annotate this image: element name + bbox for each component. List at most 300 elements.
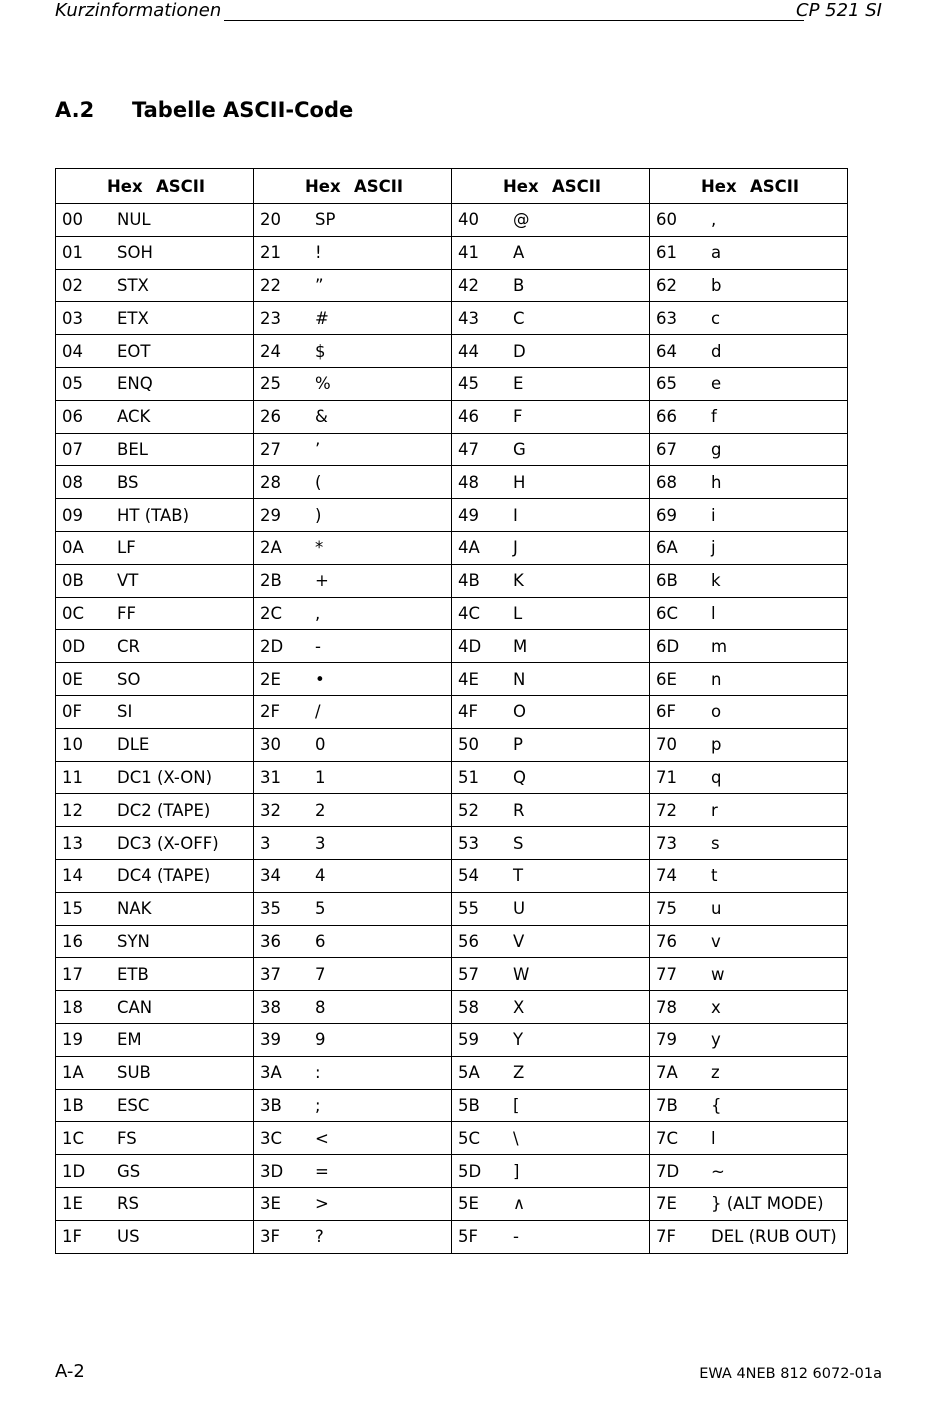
table-row	[56, 400, 848, 433]
ascii-character: DEL (RUB OUT)	[711, 1227, 837, 1247]
column-header-hex: Hex	[503, 176, 539, 196]
hex-code: 37	[260, 964, 281, 984]
table-cell	[650, 1187, 848, 1220]
table-cell	[56, 499, 254, 532]
table-cell	[56, 1023, 254, 1056]
hex-code: 70	[656, 735, 677, 755]
ascii-character: l	[711, 603, 716, 623]
ascii-character: >	[315, 1194, 329, 1214]
table-cell	[254, 1155, 452, 1188]
table-row	[56, 335, 848, 368]
ascii-character: c	[711, 308, 721, 328]
table-cell	[56, 728, 254, 761]
table-cell	[254, 794, 452, 827]
ascii-character: FS	[117, 1128, 137, 1148]
hex-code: 31	[260, 767, 281, 787]
hex-code: 11	[62, 767, 83, 787]
hex-code: 0E	[62, 669, 83, 689]
hex-code: 39	[260, 1030, 281, 1050]
table-cell	[650, 1023, 848, 1056]
hex-code: 38	[260, 997, 281, 1017]
ascii-character: \	[513, 1128, 519, 1148]
ascii-character: e	[711, 374, 722, 394]
table-row	[56, 466, 848, 499]
column-header	[254, 169, 452, 204]
table-cell	[56, 859, 254, 892]
ascii-character: SOH	[117, 243, 153, 263]
table-cell	[650, 794, 848, 827]
hex-code: 41	[458, 243, 479, 263]
table-cell	[452, 728, 650, 761]
ascii-character: W	[513, 964, 530, 984]
hex-code: 27	[260, 439, 281, 459]
ascii-character: F	[513, 407, 523, 427]
column-header-ascii: ASCII	[552, 176, 602, 196]
ascii-character: j	[711, 538, 716, 558]
table-cell	[650, 1122, 848, 1155]
hex-code: 40	[458, 210, 479, 230]
table-cell	[452, 531, 650, 564]
ascii-character: O	[513, 702, 526, 722]
table-cell	[56, 925, 254, 958]
ascii-character: ’	[315, 439, 321, 459]
hex-code: 43	[458, 308, 479, 328]
table-row	[56, 630, 848, 663]
hex-code: 58	[458, 997, 479, 1017]
table-cell	[650, 204, 848, 237]
table-row	[56, 827, 848, 860]
table-cell	[254, 1220, 452, 1253]
ascii-character: NUL	[117, 210, 151, 230]
ascii-character: SYN	[117, 931, 150, 951]
table-row	[56, 236, 848, 269]
hex-code: 4D	[458, 636, 482, 656]
ascii-character: B	[513, 275, 525, 295]
hex-code: 6D	[656, 636, 680, 656]
table-row	[56, 1155, 848, 1188]
table-cell	[452, 925, 650, 958]
hex-code: 64	[656, 341, 677, 361]
column-header-hex: Hex	[305, 176, 341, 196]
hex-code: 7D	[656, 1161, 680, 1181]
table-cell	[56, 335, 254, 368]
hex-code: 77	[656, 964, 677, 984]
ascii-character: p	[711, 735, 722, 755]
ascii-character: EM	[117, 1030, 142, 1050]
hex-code: 2F	[260, 702, 280, 722]
ascii-character: ~	[711, 1161, 725, 1181]
table-cell	[254, 367, 452, 400]
ascii-character: d	[711, 341, 722, 361]
hex-code: 42	[458, 275, 479, 295]
table-cell	[650, 400, 848, 433]
hex-code: 59	[458, 1030, 479, 1050]
column-header-ascii: ASCII	[156, 176, 206, 196]
ascii-character: 9	[315, 1030, 326, 1050]
table-cell	[452, 991, 650, 1024]
hex-code: 1B	[62, 1095, 84, 1115]
table-row	[56, 564, 848, 597]
hex-code: 32	[260, 800, 281, 820]
hex-code: 7F	[656, 1227, 676, 1247]
table-row	[56, 794, 848, 827]
ascii-character: U	[513, 899, 526, 919]
table-row	[56, 1187, 848, 1220]
ascii-character: z	[711, 1063, 720, 1083]
hex-code: 4E	[458, 669, 479, 689]
ascii-character: DC1 (X-ON)	[117, 767, 213, 787]
table-cell	[56, 531, 254, 564]
table-cell	[56, 1122, 254, 1155]
table-cell	[650, 695, 848, 728]
hex-code: 47	[458, 439, 479, 459]
ascii-character: DC4 (TAPE)	[117, 866, 211, 886]
column-header	[650, 169, 848, 204]
ascii-character: ∧	[513, 1194, 526, 1214]
table-cell	[254, 630, 452, 663]
hex-code: 75	[656, 899, 677, 919]
table-cell	[254, 433, 452, 466]
hex-code: 0A	[62, 538, 84, 558]
table-cell	[452, 597, 650, 630]
hex-code: 66	[656, 407, 677, 427]
table-cell	[56, 794, 254, 827]
ascii-character: D	[513, 341, 526, 361]
ascii-character: u	[711, 899, 722, 919]
ascii-character: STX	[117, 275, 149, 295]
table-row	[56, 761, 848, 794]
hex-code: 17	[62, 964, 83, 984]
hex-code: 10	[62, 735, 83, 755]
hex-code: 1D	[62, 1161, 86, 1181]
ascii-character: i	[711, 505, 716, 525]
hex-code: 26	[260, 407, 281, 427]
ascii-character: BS	[117, 472, 139, 492]
ascii-character: ,	[315, 603, 321, 623]
hex-code: 67	[656, 439, 677, 459]
table-cell	[254, 859, 452, 892]
ascii-character: G	[513, 439, 526, 459]
ascii-character: GS	[117, 1161, 141, 1181]
hex-code: 55	[458, 899, 479, 919]
ascii-character: NAK	[117, 899, 152, 919]
table-cell	[650, 499, 848, 532]
ascii-character: L	[513, 603, 523, 623]
table-cell	[650, 630, 848, 663]
ascii-character: :	[315, 1063, 321, 1083]
ascii-character: t	[711, 866, 718, 886]
ascii-character: 8	[315, 997, 326, 1017]
hex-code: 56	[458, 931, 479, 951]
table-row	[56, 991, 848, 1024]
hex-code: 48	[458, 472, 479, 492]
ascii-character: DC2 (TAPE)	[117, 800, 211, 820]
table-cell	[650, 892, 848, 925]
ascii-character: LF	[117, 538, 136, 558]
table-cell	[452, 859, 650, 892]
table-cell	[650, 269, 848, 302]
ascii-character: SI	[117, 702, 133, 722]
table-cell	[452, 1056, 650, 1089]
hex-code: 45	[458, 374, 479, 394]
hex-code: 60	[656, 210, 677, 230]
hex-code: 6F	[656, 702, 676, 722]
ascii-character: w	[711, 964, 725, 984]
table-cell	[254, 236, 452, 269]
table-cell	[452, 1122, 650, 1155]
hex-code: 4C	[458, 603, 481, 623]
table-cell	[650, 827, 848, 860]
hex-code: 2B	[260, 571, 282, 591]
hex-code: 02	[62, 275, 83, 295]
hex-code: 5F	[458, 1227, 478, 1247]
table-cell	[650, 236, 848, 269]
table-cell	[56, 630, 254, 663]
hex-code: 4B	[458, 571, 480, 591]
hex-code: 4A	[458, 538, 480, 558]
table-cell	[650, 991, 848, 1024]
ascii-character: RS	[117, 1194, 139, 1214]
ascii-character: US	[117, 1227, 140, 1247]
table-cell	[254, 892, 452, 925]
table-cell	[56, 827, 254, 860]
table-cell	[452, 400, 650, 433]
ascii-character: %	[315, 374, 331, 394]
ascii-character: V	[513, 931, 525, 951]
hex-code: 0B	[62, 571, 84, 591]
table-cell	[452, 1187, 650, 1220]
ascii-character: SP	[315, 210, 336, 230]
hex-code: 68	[656, 472, 677, 492]
running-header-right: CP 521 SI	[796, 0, 882, 21]
ascii-character: ACK	[117, 407, 151, 427]
hex-code: 5C	[458, 1128, 481, 1148]
hex-code: 09	[62, 505, 83, 525]
table-cell	[254, 695, 452, 728]
hex-code: 18	[62, 997, 83, 1017]
table-cell	[452, 433, 650, 466]
table-cell	[452, 302, 650, 335]
ascii-character: y	[711, 1030, 721, 1050]
ascii-character: } (ALT MODE)	[711, 1194, 824, 1214]
hex-code: 07	[62, 439, 83, 459]
hex-code: 3E	[260, 1194, 281, 1214]
table-cell	[254, 499, 452, 532]
ascii-character: FF	[117, 603, 136, 623]
table-cell	[452, 663, 650, 696]
ascii-character: h	[711, 472, 722, 492]
ascii-character: M	[513, 636, 528, 656]
hex-code: 14	[62, 866, 83, 886]
table-cell	[452, 1089, 650, 1122]
hex-code: 62	[656, 275, 677, 295]
table-cell	[452, 827, 650, 860]
table-cell	[254, 597, 452, 630]
ascii-character: =	[315, 1161, 329, 1181]
section-title: Tabelle ASCII-Code	[132, 98, 354, 122]
ascii-character: s	[711, 833, 720, 853]
column-header-hex: Hex	[107, 176, 143, 196]
hex-code: 3C	[260, 1128, 283, 1148]
table-cell	[254, 1089, 452, 1122]
table-cell	[452, 1220, 650, 1253]
table-cell	[254, 1187, 452, 1220]
hex-code: 7E	[656, 1194, 677, 1214]
hex-code: 35	[260, 899, 281, 919]
ascii-character: <	[315, 1128, 329, 1148]
hex-code: 7C	[656, 1128, 679, 1148]
table-cell	[452, 695, 650, 728]
hex-code: 21	[260, 243, 281, 263]
hex-code: 74	[656, 866, 677, 886]
table-cell	[254, 400, 452, 433]
hex-code: 44	[458, 341, 479, 361]
hex-code: 2D	[260, 636, 284, 656]
table-row	[56, 204, 848, 237]
hex-code: 6A	[656, 538, 678, 558]
hex-code: 29	[260, 505, 281, 525]
table-cell	[452, 466, 650, 499]
table-cell	[452, 335, 650, 368]
table-cell	[452, 1023, 650, 1056]
table-cell	[452, 204, 650, 237]
hex-code: 25	[260, 374, 281, 394]
hex-code: 6C	[656, 603, 679, 623]
ascii-character: f	[711, 407, 717, 427]
table-cell	[452, 236, 650, 269]
table-cell	[650, 1220, 848, 1253]
column-header-hex: Hex	[701, 176, 737, 196]
hex-code: 72	[656, 800, 677, 820]
hex-code: 3A	[260, 1063, 282, 1083]
table-row	[56, 269, 848, 302]
table-cell	[56, 1056, 254, 1089]
ascii-character: -	[513, 1227, 519, 1247]
table-row	[56, 1056, 848, 1089]
hex-code: 15	[62, 899, 83, 919]
table-cell	[56, 466, 254, 499]
table-cell	[650, 925, 848, 958]
table-cell	[650, 728, 848, 761]
hex-code: 03	[62, 308, 83, 328]
hex-code: 36	[260, 931, 281, 951]
ascii-character: n	[711, 669, 722, 689]
section-heading	[55, 96, 353, 124]
ascii-character: k	[711, 571, 721, 591]
ascii-table	[55, 168, 848, 1254]
ascii-character: 4	[315, 866, 326, 886]
table-cell	[254, 335, 452, 368]
table-row	[56, 1122, 848, 1155]
ascii-character: S	[513, 833, 524, 853]
table-cell	[650, 597, 848, 630]
section-number: A.2	[55, 98, 95, 122]
table-cell	[56, 892, 254, 925]
hex-code: 1E	[62, 1194, 83, 1214]
table-cell	[254, 991, 452, 1024]
table-cell	[452, 958, 650, 991]
hex-code: 19	[62, 1030, 83, 1050]
ascii-character: ETX	[117, 308, 149, 328]
table-cell	[452, 892, 650, 925]
table-row	[56, 1089, 848, 1122]
ascii-character: ESC	[117, 1095, 150, 1115]
table-row	[56, 892, 848, 925]
table-cell	[650, 466, 848, 499]
column-header-ascii: ASCII	[750, 176, 800, 196]
table-row	[56, 1023, 848, 1056]
ascii-character: (	[315, 472, 322, 492]
table-row	[56, 925, 848, 958]
hex-code: 3B	[260, 1095, 282, 1115]
ascii-character: 5	[315, 899, 326, 919]
hex-code: 0D	[62, 636, 86, 656]
ascii-character: 0	[315, 735, 326, 755]
hex-code: 1C	[62, 1128, 85, 1148]
hex-code: 57	[458, 964, 479, 984]
hex-code: 6E	[656, 669, 677, 689]
ascii-character: EOT	[117, 341, 151, 361]
ascii-character: E	[513, 374, 524, 394]
column-header	[452, 169, 650, 204]
ascii-character: -	[315, 636, 321, 656]
hex-code: 05	[62, 374, 83, 394]
ascii-character: r	[711, 800, 718, 820]
table-row	[56, 302, 848, 335]
ascii-character: &	[315, 407, 328, 427]
table-cell	[56, 269, 254, 302]
hex-code: 6B	[656, 571, 678, 591]
table-cell	[254, 663, 452, 696]
ascii-character: BEL	[117, 439, 148, 459]
ascii-character: ”	[315, 275, 324, 295]
ascii-character: m	[711, 636, 728, 656]
table-row	[56, 695, 848, 728]
table-cell	[650, 367, 848, 400]
table-cell	[650, 663, 848, 696]
hex-code: 23	[260, 308, 281, 328]
ascii-character: ENQ	[117, 374, 153, 394]
ascii-character: ETB	[117, 964, 149, 984]
ascii-character: N	[513, 669, 526, 689]
hex-code: 69	[656, 505, 677, 525]
hex-code: 61	[656, 243, 677, 263]
table-cell	[650, 1056, 848, 1089]
ascii-character: VT	[117, 571, 139, 591]
ascii-character: b	[711, 275, 722, 295]
ascii-character: J	[513, 538, 518, 558]
ascii-character: 2	[315, 800, 326, 820]
document-code: EWA 4NEB 812 6072-01a	[699, 1366, 882, 1382]
hex-code: 22	[260, 275, 281, 295]
table-cell	[650, 531, 848, 564]
ascii-character: a	[711, 243, 722, 263]
ascii-character: SO	[117, 669, 141, 689]
hex-code: 50	[458, 735, 479, 755]
table-row	[56, 597, 848, 630]
table-cell	[254, 761, 452, 794]
ascii-character: CAN	[117, 997, 153, 1017]
hex-code: 51	[458, 767, 479, 787]
table-cell	[56, 367, 254, 400]
ascii-character: 6	[315, 931, 326, 951]
table-cell	[650, 433, 848, 466]
ascii-character: v	[711, 931, 721, 951]
table-cell	[650, 761, 848, 794]
table-cell	[56, 597, 254, 630]
ascii-character: H	[513, 472, 526, 492]
ascii-character: ;	[315, 1095, 321, 1115]
